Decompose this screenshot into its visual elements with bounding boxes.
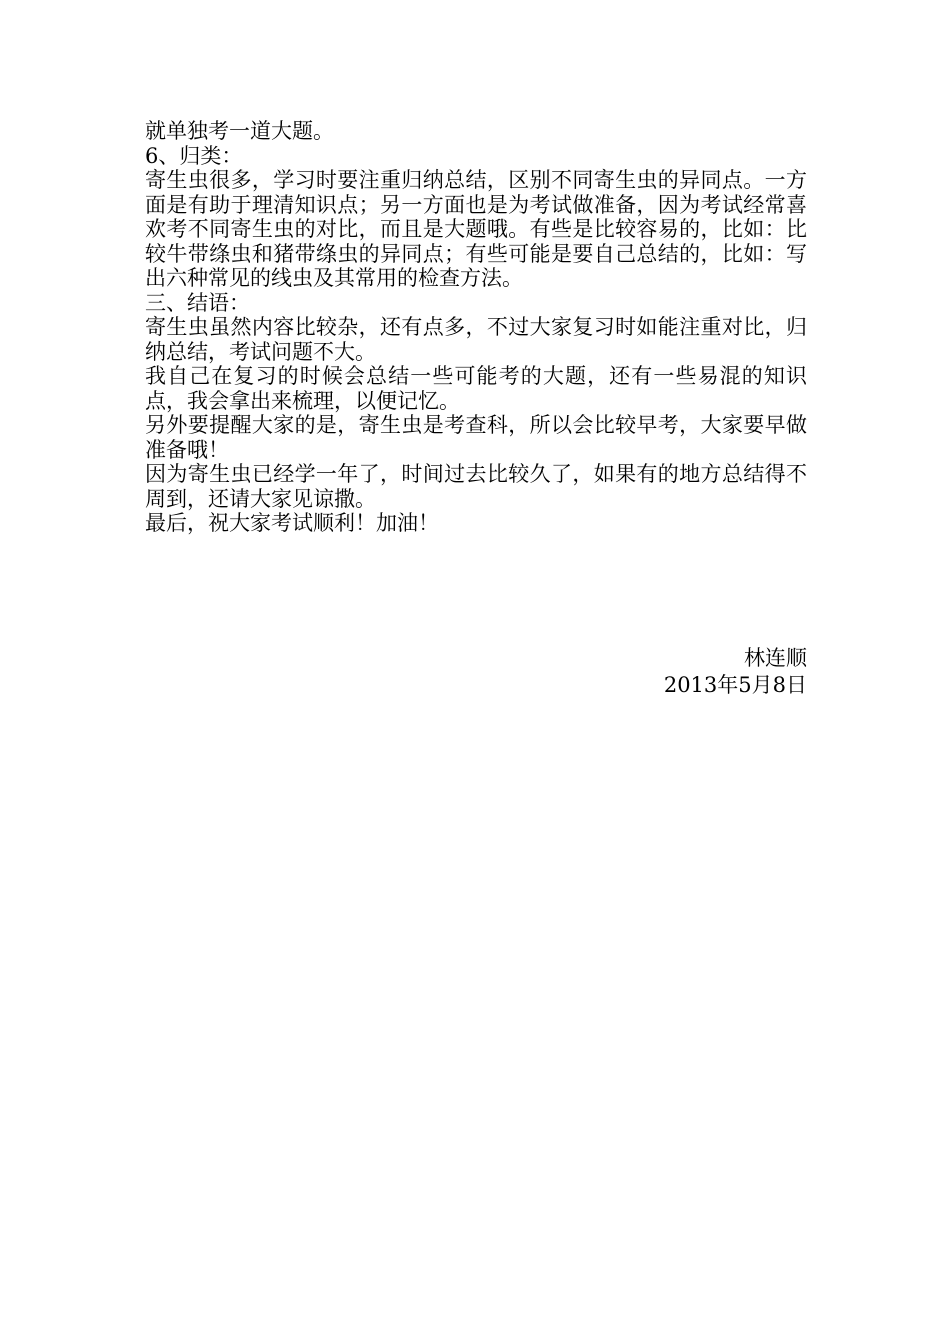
paragraph-conclusion-3: 另外要提醒大家的是，寄生虫是考查科，所以会比较早考，大家要早做准备哦！ — [145, 413, 807, 462]
section-heading-classification: 6、归类： — [145, 143, 243, 168]
document-body — [145, 119, 807, 536]
paragraph-conclusion-1: 寄生虫虽然内容比较杂，还有点多，不过大家复习时如能注重对比，归纳总结，考试问题不大。 — [145, 315, 807, 364]
paragraph-continuation: 就单独考一道大题。 — [145, 119, 334, 143]
paragraph-classification: 寄生虫很多，学习时要注重归纳总结，区别不同寄生虫的异同点。一方面是有助于理清知识点；另一方面也是为考试做准备，因为考试经常喜欢考不同寄生虫的对比，而且是大题哦。有些是比较容易的，比如：比较牛带绦虫和猪带绦虫的异同点；有些可能是要自己总结的，比如：写出六种常见的线虫及其常用的检查方法。 — [145, 168, 807, 290]
author-name: 林连顺 — [744, 646, 807, 670]
section-heading-conclusion: 三、结语： — [145, 290, 250, 315]
signature-block — [145, 645, 807, 699]
paragraph-closing: 最后，祝大家考试顺利！加油！ — [145, 511, 439, 535]
paragraph-conclusion-4: 因为寄生虫已经学一年了，时间过去比较久了，如果有的地方总结得不周到，还请大家见谅撒。 — [145, 462, 807, 511]
paragraph-conclusion-2: 我自己在复习的时候会总结一些可能考的大题，还有一些易混的知识点，我会拿出来梳理，以便记忆。 — [145, 364, 807, 413]
signature-date: 2013年5月8日 — [663, 673, 807, 697]
